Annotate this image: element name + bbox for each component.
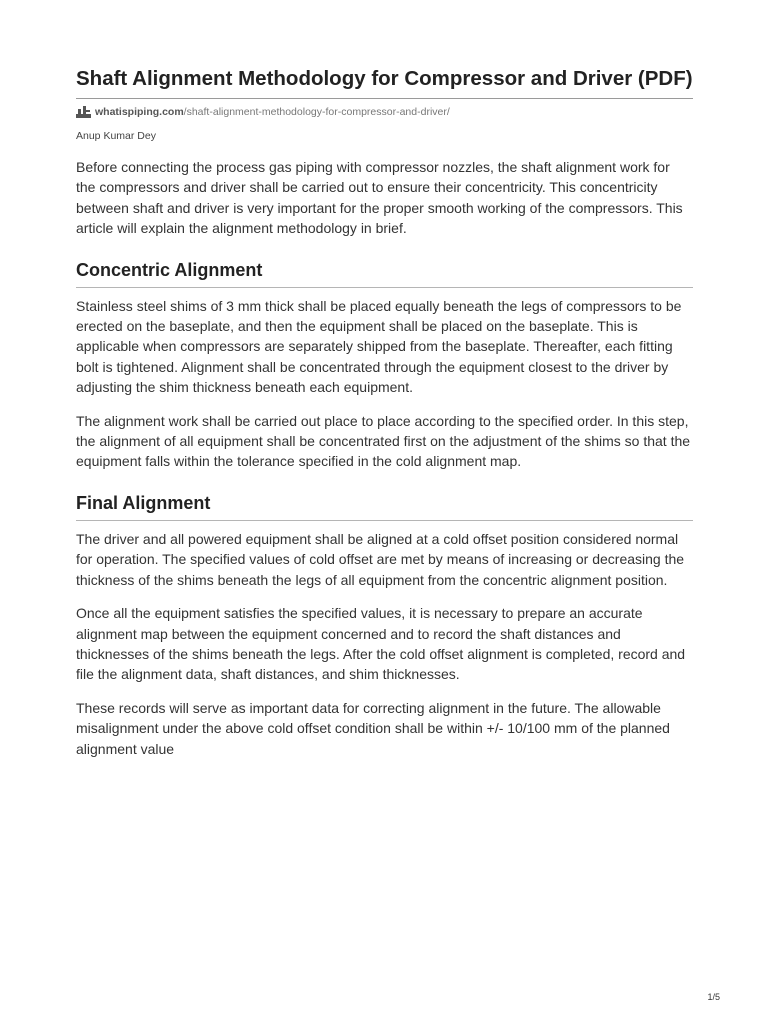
intro-paragraph: Before connecting the process gas piping with compressor nozzles, the shaft alignment work for the compressors and driver shall be carried out to ensure their concentricity. This concentricity between shaft and driver is very important for the proper smooth working of the compressors. This article will explain the alignment methodology in brief. [76, 159, 683, 237]
author-name: Anup Kumar Dey [76, 130, 156, 142]
paragraph: The alignment work shall be carried out place to place according to the specified order. In this step, the alignment of all equipment shall be concentrated first on the adjustment of the shims so that the equipment falls within the tolerance specified in the cold alignment map. [76, 412, 691, 470]
page-title: Shaft Alignment Methodology for Compressor and Driver (PDF) [76, 67, 693, 90]
document-page [76, 66, 693, 759]
paragraph: Stainless steel shims of 3 mm thick shall be placed equally beneath the legs of compressors to be erected on the baseplate, and then the equipment shall be placed on the baseplate. This is applicable when compressors are separately shipped from the baseplate. Thereafter, each fitting bolt is tightened. Alignment shall be concentrated through the equipment closest to the driver by adjusting the shim thickness beneath each equipment. [76, 297, 682, 396]
section-heading: Concentric Alignment [76, 259, 263, 280]
page-number: 1/5 [707, 992, 720, 1002]
title-divider [76, 98, 693, 99]
section-heading: Final Alignment [76, 492, 211, 513]
section-concentric-alignment [76, 259, 693, 472]
source-path[interactable]: /shaft-alignment-methodology-for-compressor-and-driver/ [183, 106, 450, 118]
section-divider [76, 520, 693, 521]
section-divider [76, 287, 693, 288]
piping-logo-icon [76, 106, 91, 118]
section-final-alignment [76, 492, 693, 759]
source-domain[interactable]: whatispiping.com [95, 106, 184, 118]
paragraph: These records will serve as important data for correcting alignment in the future. The allowable misalignment under the above cold offset condition shall be within +/- 10/100 mm of the planned alignment value [76, 699, 670, 757]
paragraph: Once all the equipment satisfies the specified values, it is necessary to prepare an accurate alignment map between the equipment concerned and to record the shaft distances and thicknesses of the shims beneath the legs. After the cold offset alignment is completed, record and file the alignment data, shaft distances, and shim thicknesses. [76, 605, 686, 683]
paragraph: The driver and all powered equipment shall be aligned at a cold offset position considered normal for operation. The specified values of cold offset are met by means of increasing or decreasing the thickness of the shims beneath the legs of all equipment from the concentric alignment position. [76, 530, 685, 588]
source-line [76, 104, 693, 120]
